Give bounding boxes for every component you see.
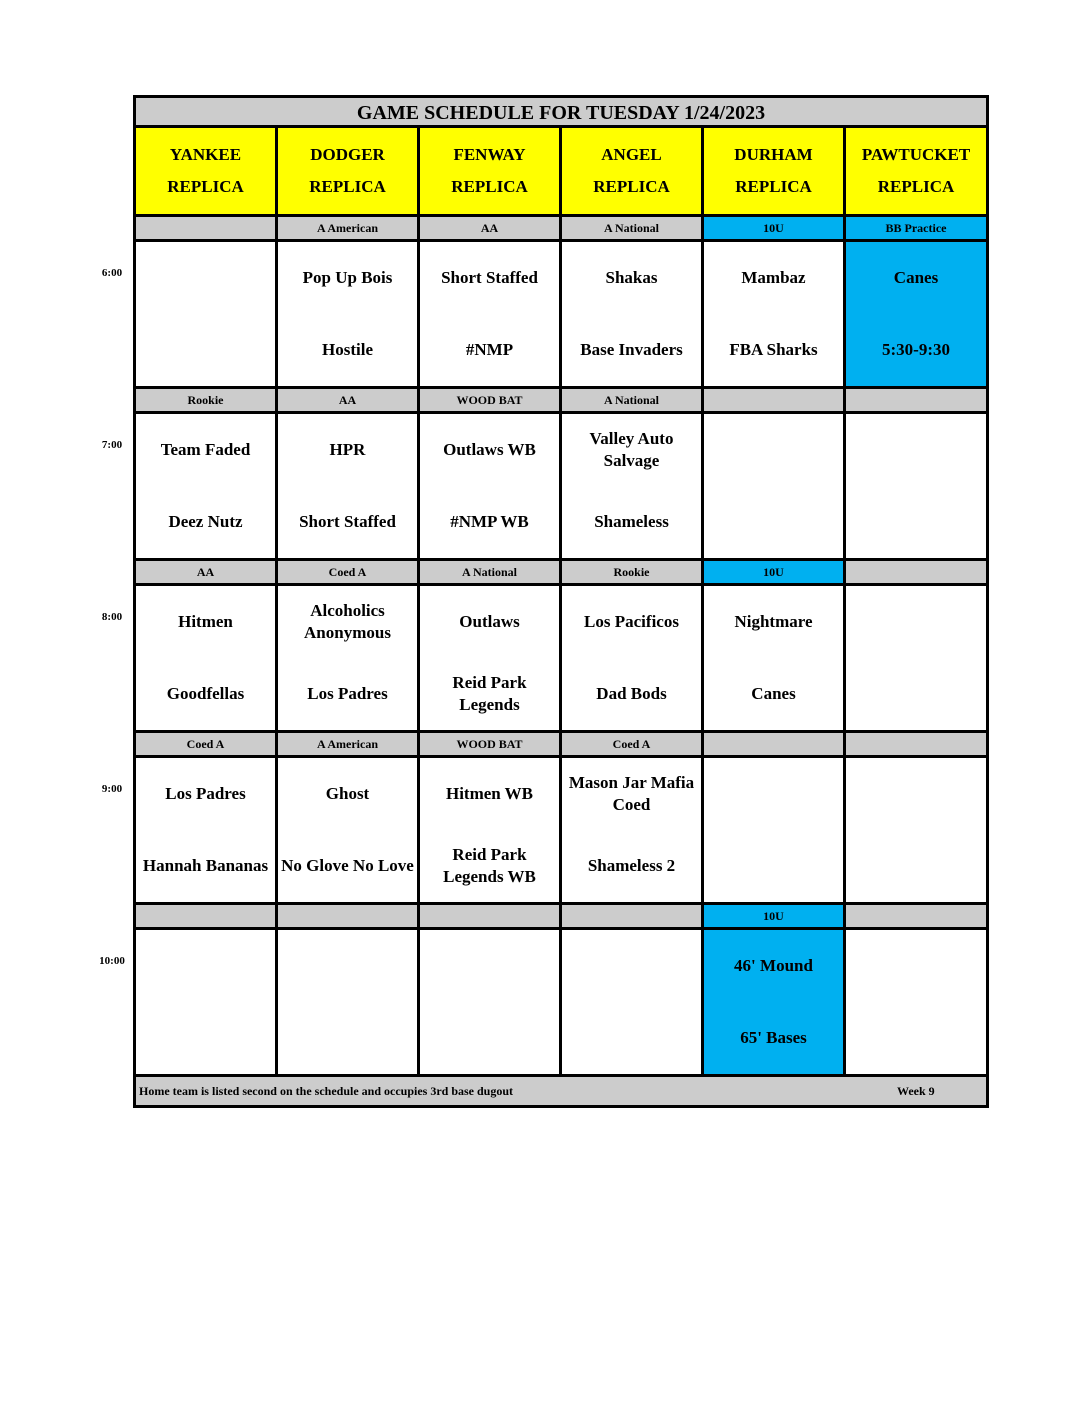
game-cell	[136, 242, 278, 386]
away-team: 46' Mound	[734, 956, 813, 975]
home-team: 5:30-9:30	[882, 340, 950, 359]
game-row	[136, 242, 986, 389]
away-team	[204, 242, 208, 314]
game-cell	[278, 414, 420, 558]
game-cell	[136, 930, 278, 1074]
division-label: 10U	[704, 905, 846, 927]
division-label: AA	[278, 389, 420, 411]
time-label: 6:00	[101, 267, 123, 279]
home-team	[488, 1002, 492, 1074]
division-label	[846, 905, 986, 927]
home-team	[346, 1002, 350, 1074]
division-row	[136, 217, 986, 242]
away-team	[772, 414, 776, 486]
home-team	[204, 1002, 208, 1074]
field-header-row	[136, 128, 986, 217]
division-label: 10U	[704, 217, 846, 239]
division-label: A National	[562, 389, 704, 411]
away-team	[204, 930, 208, 1002]
home-team: Short Staffed	[299, 512, 396, 531]
field-name: ANGEL	[601, 145, 662, 164]
field-header-fenway	[420, 128, 562, 214]
game-cell	[562, 414, 704, 558]
field-name: YANKEE	[169, 145, 242, 164]
field-name: PAWTUCKET	[861, 145, 971, 164]
division-row	[136, 561, 986, 586]
home-team: Goodfellas	[166, 684, 245, 703]
away-team: Los Pacificos	[584, 612, 679, 631]
away-team	[914, 586, 918, 658]
game-cell	[136, 586, 278, 730]
away-team: Outlaws	[459, 612, 520, 631]
field-type: REPLICA	[735, 177, 812, 196]
home-team	[914, 658, 918, 730]
division-label: A National	[562, 217, 704, 239]
home-team	[204, 314, 208, 386]
game-cell	[846, 930, 986, 1074]
game-row	[136, 758, 986, 905]
division-label: BB Practice	[846, 217, 986, 239]
week-label: Week 9	[897, 1084, 935, 1098]
home-team	[914, 486, 918, 558]
game-row	[136, 414, 986, 561]
home-team: Canes	[751, 684, 796, 703]
home-team: #NMP	[465, 340, 514, 359]
home-team	[914, 1002, 918, 1074]
division-label	[562, 905, 704, 927]
division-row	[136, 389, 986, 414]
home-team	[630, 1002, 634, 1074]
game-cell	[136, 414, 278, 558]
division-row	[136, 733, 986, 758]
game-cell	[278, 586, 420, 730]
game-row	[136, 586, 986, 733]
game-cell	[846, 414, 986, 558]
away-team	[488, 930, 492, 1002]
away-team: Pop Up Bois	[302, 268, 393, 287]
game-cell	[420, 242, 562, 386]
game-cell	[420, 586, 562, 730]
game-cell	[562, 242, 704, 386]
field-name: DODGER	[310, 145, 385, 164]
division-label: A American	[278, 733, 420, 755]
game-cell	[420, 414, 562, 558]
field-type: REPLICA	[167, 177, 244, 196]
away-team: Mason Jar Mafia Coed	[568, 773, 695, 814]
away-team: Los Padres	[165, 784, 246, 803]
away-team	[914, 414, 918, 486]
division-label: Rookie	[136, 389, 278, 411]
division-label	[420, 905, 562, 927]
division-label: A American	[278, 217, 420, 239]
game-cell	[846, 242, 986, 386]
division-label: A National	[420, 561, 562, 583]
home-team: FBA Sharks	[729, 340, 818, 359]
game-cell	[420, 758, 562, 902]
away-team: Hitmen	[178, 612, 233, 631]
home-team: Reid Park Legends	[452, 673, 527, 714]
game-cell	[562, 586, 704, 730]
field-header-angel	[562, 128, 704, 214]
division-label: Coed A	[278, 561, 420, 583]
away-team: Mambaz	[741, 268, 806, 287]
game-cell	[278, 758, 420, 902]
field-type: REPLICA	[593, 177, 670, 196]
division-label	[136, 217, 278, 239]
field-name: FENWAY	[453, 145, 526, 164]
division-row	[136, 905, 986, 930]
game-cell	[704, 930, 846, 1074]
field-header-pawtucket	[846, 128, 986, 214]
division-label	[278, 905, 420, 927]
game-cell	[846, 758, 986, 902]
time-label: 7:00	[101, 439, 123, 451]
division-label: WOOD BAT	[420, 733, 562, 755]
time-label: 10:00	[99, 955, 125, 967]
home-team: No Glove No Love	[281, 856, 414, 875]
field-type: REPLICA	[309, 177, 386, 196]
away-team	[914, 758, 918, 830]
home-team: Dad Bods	[596, 684, 667, 703]
away-team: HPR	[329, 440, 366, 459]
field-header-dodger	[278, 128, 420, 214]
away-team: Shakas	[605, 268, 658, 287]
game-cell	[704, 758, 846, 902]
away-team: Hitmen WB	[445, 784, 534, 803]
home-team	[772, 486, 776, 558]
division-label: Coed A	[562, 733, 704, 755]
game-row	[136, 930, 986, 1077]
home-team: Base Invaders	[580, 340, 683, 359]
division-label: Coed A	[136, 733, 278, 755]
field-header-yankee	[136, 128, 278, 214]
game-cell	[278, 242, 420, 386]
division-label	[704, 733, 846, 755]
division-label: AA	[420, 217, 562, 239]
home-team: 65' Bases	[740, 1028, 807, 1047]
field-name: DURHAM	[734, 145, 813, 164]
division-label	[136, 905, 278, 927]
game-cell	[704, 586, 846, 730]
time-slots	[136, 217, 986, 1077]
home-team	[772, 830, 776, 902]
division-label: AA	[136, 561, 278, 583]
away-team: Valley Auto Salvage	[589, 429, 674, 470]
home-team: Deez Nutz	[168, 512, 243, 531]
time-label: 8:00	[101, 611, 123, 623]
division-label: Rookie	[562, 561, 704, 583]
home-team: Shameless	[594, 512, 669, 531]
home-team: Reid Park Legends WB	[443, 845, 536, 886]
game-cell	[846, 586, 986, 730]
division-label: WOOD BAT	[420, 389, 562, 411]
division-label	[846, 561, 986, 583]
away-team: Alcoholics Anonymous	[304, 601, 391, 642]
game-cell	[704, 242, 846, 386]
away-team	[772, 758, 776, 830]
game-cell	[562, 758, 704, 902]
home-team: Shameless 2	[587, 856, 676, 875]
game-cell	[420, 930, 562, 1074]
field-type: REPLICA	[451, 177, 528, 196]
away-team: Nightmare	[734, 612, 813, 631]
home-team: Los Padres	[307, 684, 388, 703]
schedule-sheet	[133, 95, 989, 1108]
away-team	[914, 930, 918, 1002]
away-team: Team Faded	[160, 440, 251, 459]
home-team: #NMP WB	[450, 512, 529, 531]
page-title: GAME SCHEDULE FOR TUESDAY 1/24/2023	[136, 98, 986, 128]
game-cell	[704, 414, 846, 558]
field-type: REPLICA	[877, 177, 955, 196]
home-team: Hostile	[322, 340, 373, 359]
division-label	[846, 389, 986, 411]
footer	[136, 1077, 986, 1105]
game-cell	[136, 758, 278, 902]
away-team: Short Staffed	[441, 268, 538, 287]
home-team	[914, 830, 918, 902]
division-label	[704, 389, 846, 411]
footer-note: Home team is listed second on the schedule and occupies 3rd base dugout	[139, 1084, 514, 1098]
home-team: Hannah Bananas	[142, 856, 269, 875]
away-team: Canes	[893, 268, 939, 287]
division-label: 10U	[704, 561, 846, 583]
away-team: Ghost	[325, 784, 370, 803]
game-cell	[278, 930, 420, 1074]
away-team: Outlaws WB	[443, 440, 536, 459]
game-cell	[562, 930, 704, 1074]
division-label	[846, 733, 986, 755]
time-label: 9:00	[101, 783, 123, 795]
field-header-durham	[704, 128, 846, 214]
away-team	[630, 930, 634, 1002]
away-team	[346, 930, 350, 1002]
